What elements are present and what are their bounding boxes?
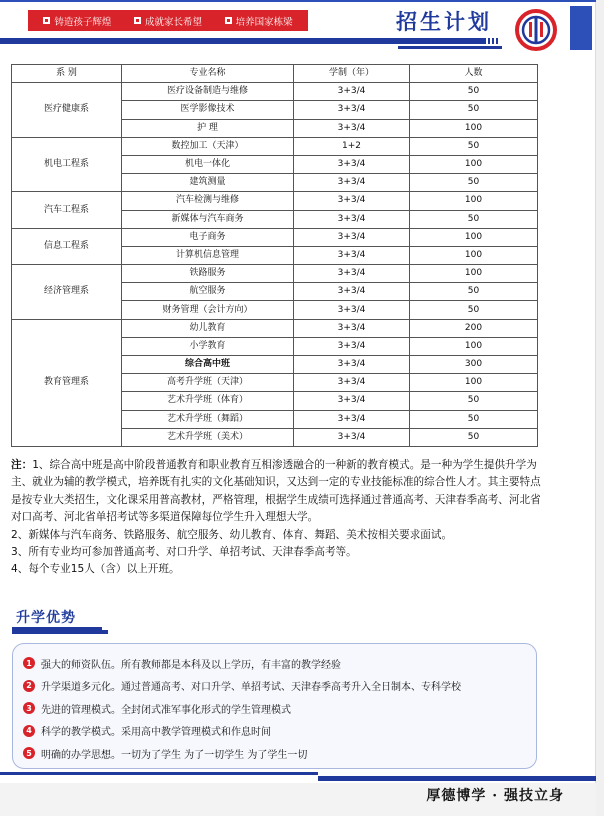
number-badge-icon: 5 [23,747,35,759]
count-cell: 100 [410,374,538,392]
duration-cell: 3+3/4 [294,83,410,101]
number-badge-icon: 4 [23,725,35,737]
department-cell: 医疗健康系 [12,83,122,138]
bullet-square-icon [43,17,50,24]
advantage-item: 5 明确的办学思想。一切为了学生 为了一切学生 为了学生一切 [13,742,536,765]
footer-line [0,772,318,775]
major-cell: 艺术升学班（体育） [122,392,294,410]
duration-cell: 3+3/4 [294,192,410,210]
duration-cell: 3+3/4 [294,428,410,446]
count-cell: 50 [410,428,538,446]
school-motto: 厚德博学 · 强技立身 [426,788,564,804]
duration-cell: 1+2 [294,137,410,155]
note-3: 3、所有专业均可参加普通高考、对口升学、单招考试、天津春季高考等。 [11,546,357,559]
advantage-item: 3 先进的管理模式。全封闭式准军事化形式的学生管理模式 [13,697,536,720]
major-cell: 新媒体与汽车商务 [122,210,294,228]
advantages-title: 升学优势 [16,610,76,626]
table-header-row [12,65,538,83]
advantages-box [12,643,537,769]
advantage-item: 2 升学渠道多元化。通过普通高考、对口升学、单招考试、天津春季高考升入全日制本、专科学校 [13,675,536,698]
major-cell: 汽车检测与维修 [122,192,294,210]
slogan-2: 成就家长希望 [134,14,202,28]
duration-cell: 3+3/4 [294,101,410,119]
duration-cell: 3+3/4 [294,356,410,374]
duration-cell: 3+3/4 [294,283,410,301]
school-logo-icon [514,8,558,52]
table-row [12,192,538,210]
enrollment-table [11,64,538,447]
table-row [12,83,538,101]
column-header-duration: 学制（年） [294,65,410,83]
major-cell: 航空服务 [122,283,294,301]
top-strip [0,0,596,2]
notes [11,457,541,579]
count-cell: 200 [410,319,538,337]
major-cell: 高考升学班（天津） [122,374,294,392]
duration-cell: 3+3/4 [294,246,410,264]
advantages-underline-tip [102,630,108,634]
slogan-3: 培养国家栋梁 [225,14,293,28]
major-cell: 电子商务 [122,228,294,246]
major-cell: 综合高中班 [122,356,294,374]
count-cell: 100 [410,337,538,355]
slogan-bar [28,10,308,31]
table-row [12,319,538,337]
duration-cell: 3+3/4 [294,119,410,137]
duration-cell: 3+3/4 [294,392,410,410]
major-cell: 建筑测量 [122,174,294,192]
major-cell: 小学教育 [122,337,294,355]
number-badge-icon: 3 [23,702,35,714]
advantages-underline [12,627,102,634]
table-row [12,265,538,283]
duration-cell: 3+3/4 [294,337,410,355]
major-cell: 铁路服务 [122,265,294,283]
duration-cell: 3+3/4 [294,210,410,228]
number-badge-icon: 2 [23,680,35,692]
corner-block [570,6,592,50]
duration-cell: 3+3/4 [294,265,410,283]
count-cell: 300 [410,356,538,374]
title-underline [0,38,486,44]
major-cell: 机电一体化 [122,155,294,173]
duration-cell: 3+3/4 [294,228,410,246]
count-cell: 100 [410,228,538,246]
count-cell: 50 [410,83,538,101]
count-cell: 100 [410,246,538,264]
bullet-square-icon [225,17,232,24]
duration-cell: 3+3/4 [294,301,410,319]
title-stripes [486,38,498,44]
table-row [12,137,538,155]
table-row [12,228,538,246]
slogan-1: 铸造孩子辉煌 [43,14,111,28]
major-cell: 护 理 [122,119,294,137]
department-cell: 汽车工程系 [12,192,122,228]
table-body [12,83,538,447]
count-cell: 50 [410,283,538,301]
department-cell: 经济管理系 [12,265,122,320]
count-cell: 50 [410,137,538,155]
major-cell: 计算机信息管理 [122,246,294,264]
department-cell: 信息工程系 [12,228,122,264]
bullet-square-icon [134,17,141,24]
count-cell: 100 [410,155,538,173]
note-2: 2、新媒体与汽车商务、铁路服务、航空服务、幼儿教育、体育、舞蹈、美术按相关要求面试。 [11,528,453,541]
count-cell: 100 [410,192,538,210]
count-cell: 50 [410,392,538,410]
duration-cell: 3+3/4 [294,319,410,337]
advantage-item: 1 强大的师资队伍。所有教师都是本科及以上学历，有丰富的教学经验 [13,652,536,675]
page-edge [595,0,604,816]
duration-cell: 3+3/4 [294,155,410,173]
major-cell: 艺术升学班（舞蹈） [122,410,294,428]
department-cell: 教育管理系 [12,319,122,446]
count-cell: 50 [410,410,538,428]
duration-cell: 3+3/4 [294,410,410,428]
page-title: 招生计划 [396,10,492,34]
count-cell: 100 [410,119,538,137]
duration-cell: 3+3/4 [294,174,410,192]
advantage-item: 4 科学的教学模式。采用高中教学管理模式和作息时间 [13,720,536,743]
column-header-major: 专业名称 [122,65,294,83]
number-badge-icon: 1 [23,657,35,669]
count-cell: 50 [410,101,538,119]
major-cell: 财务管理（会计方向） [122,301,294,319]
count-cell: 50 [410,301,538,319]
major-cell: 艺术升学班（美术） [122,428,294,446]
count-cell: 100 [410,265,538,283]
count-cell: 50 [410,210,538,228]
footer-line-thick [318,776,596,781]
major-cell: 数控加工（天津） [122,137,294,155]
major-cell: 幼儿教育 [122,319,294,337]
note-1: 注：1、综合高中班是高中阶段普通教育和职业教育互相渗透融合的一种新的教育模式。是一种为学生提供升学为主、就业为辅的教学模式，培养既有扎实的文化基础知识，又达到一定的专业技能标准的综合性人才。其主要特点是按专业大类招生，文化课采用普高教材，严格管理，根据学生成绩可选择通过普通高考、天津春季高考、河北省对口高考、河北省单招考试等多渠道保障每位学生升入理想大学。 [11,459,541,524]
major-cell: 医学影像技术 [122,101,294,119]
count-cell: 50 [410,174,538,192]
title-underline-secondary [398,46,502,49]
major-cell: 医疗设备制造与维修 [122,83,294,101]
column-header-count: 人数 [410,65,538,83]
column-header-department: 系 别 [12,65,122,83]
note-4: 4、每个专业15人（含）以上开班。 [11,563,180,576]
duration-cell: 3+3/4 [294,374,410,392]
department-cell: 机电工程系 [12,137,122,192]
